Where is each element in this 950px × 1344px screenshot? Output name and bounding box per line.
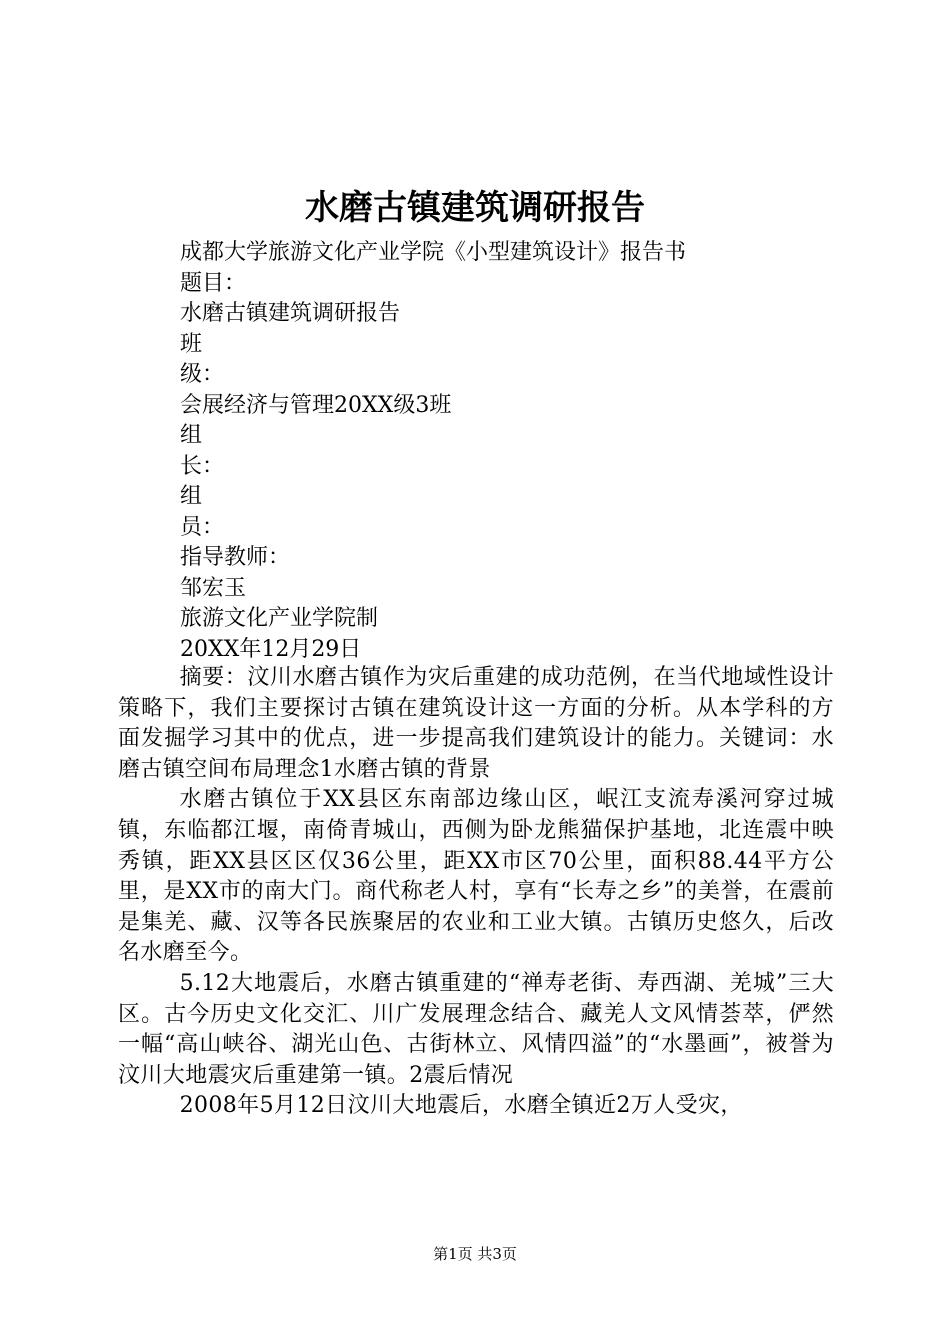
post-quake-paragraph: 2008年5月12日汶川大地震后，水磨全镇近2万人受灾，: [179, 1093, 743, 1119]
document-body: [118, 663, 834, 1122]
cover-line-topic: 水磨古镇建筑调研报告: [180, 301, 401, 326]
page-number-footer: 第1页 共3页: [433, 1245, 517, 1263]
cover-line-class-label-1: 班: [180, 331, 203, 357]
document-title: 水磨古镇建筑调研报告: [305, 188, 645, 228]
cover-line-class-label-2: 级：: [180, 362, 225, 387]
cover-info-list: [180, 238, 840, 665]
cover-line-date: 20XX年12月29日: [180, 636, 362, 662]
cover-line-class: 会展经济与管理20XX级3班: [180, 392, 452, 418]
cover-line-school: 成都大学旅游文化产业学院《小型建筑设计》报告书: [180, 240, 687, 265]
abstract-paragraph: 摘要：汶川水磨古镇作为灾后重建的成功范例，在当代地域性设计策略下，我们主要探讨古镇在建筑设计这一方面的分析。从本学科的方面发掘学习其中的优点，进一步提高我们建筑设计的能力。关键词：水磨古镇空间布局理念1水磨古镇的背景: [118, 665, 834, 782]
cover-line-teacher: 邹宏玉: [180, 575, 247, 601]
cover-line-members-label-1: 组: [180, 484, 203, 509]
cover-line-topic-label: 题目：: [180, 270, 247, 296]
cover-line-issuer: 旅游文化产业学院制: [180, 606, 379, 631]
cover-line-members-label-2: 员：: [180, 514, 225, 540]
reconstruction-paragraph: 5.12大地震后，水磨古镇重建的“禅寿老街、寿西湖、羌城”三大区。古今历史文化交汇、川广发展理念结合、藏羌人文风情荟萃，俨然一幅“高山峡谷、湖光山色、古街林立、风情四溢”的“水墨画”，被誉为汶川大地震灾后重建第一镇。2震后情况: [118, 970, 834, 1088]
cover-line-leader-label-1: 组: [180, 423, 203, 448]
background-paragraph: 水磨古镇位于XX县区东南部边缘山区，岷江支流寿溪河穿过城镇，东临都江堰，南倚青城山，西侧为卧龙熊猫保护基地，北连震中映秀镇，距XX县区区仅36公里，距XX市区70公里，面积88.44平方公里，是XX市的南大门。商代称老人村，享有“长寿之乡”的美誉，在震前是集羌、藏、汉等各民族聚居的农业和工业大镇。古镇历史悠久，后改名水磨至今。: [118, 787, 834, 966]
cover-line-teacher-label: 指导教师：: [180, 545, 291, 570]
cover-line-leader-label-2: 长：: [180, 453, 225, 479]
